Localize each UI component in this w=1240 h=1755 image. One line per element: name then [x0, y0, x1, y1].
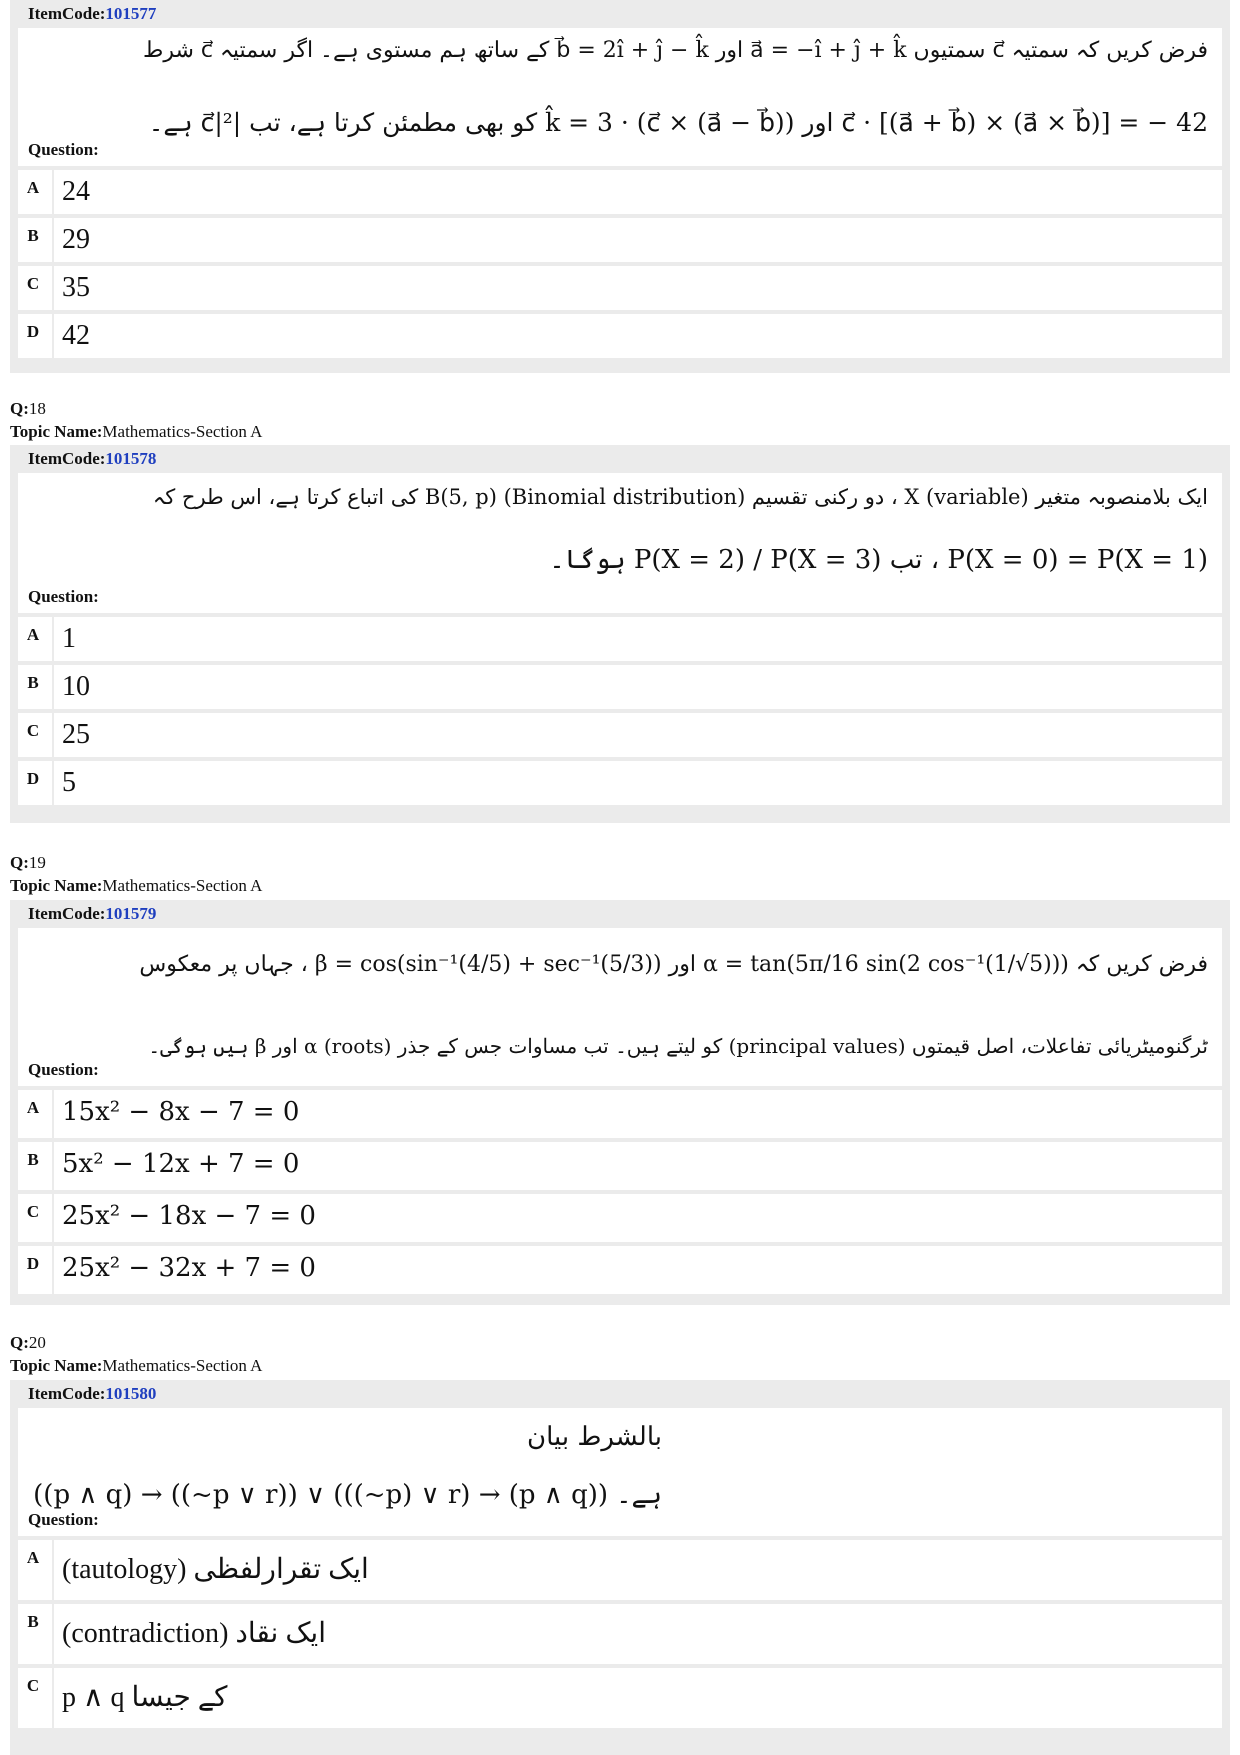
option-letter: C [26, 1202, 40, 1221]
question-stem-line-1: ایک بلامنصوبہ متغیر (variable) X ، دو رکنی تقسیم (Binomial distribution) B(5, p) کی اتباع کرتا ہے، اس طرح کہ [152, 485, 1208, 509]
divider [52, 1604, 54, 1664]
q-number: 18 [28, 399, 46, 418]
option-c[interactable] [18, 1668, 1222, 1728]
option-letter: D [26, 1254, 40, 1273]
question-label: Question: [28, 1060, 99, 1079]
divider [52, 1540, 54, 1600]
option-letter: A [26, 1098, 40, 1117]
question-stem-line-2: ٹرگنومیٹریائی تفاعلات، اصل قیمتوں (principal values) کو لیتے ہیں۔ تب مساوات جس کے جذر (roots) α اور β ہیں ہوگی۔ [148, 1034, 1208, 1058]
divider [52, 1246, 54, 1294]
option-b[interactable] [18, 1142, 1222, 1190]
divider [52, 170, 54, 214]
option-letter: B [27, 1150, 39, 1169]
option-text: 5x² − 12x + 7 = 0 [62, 1149, 300, 1179]
topic-label: Topic Name: [10, 422, 103, 441]
item-code-label: ItemCode: [28, 1384, 106, 1403]
item-code-label: ItemCode: [28, 449, 106, 468]
option-letter: A [26, 178, 40, 197]
option-text: ایک نقاد (contradiction) [62, 1618, 326, 1649]
q-label: Q: [10, 399, 29, 418]
divider [52, 665, 54, 709]
divider [52, 314, 54, 358]
option-letter: B [27, 226, 39, 245]
option-text: ایک تقرارلفظی (tautology) [62, 1554, 369, 1585]
item-code-value: 101578 [105, 449, 157, 468]
question-row [18, 28, 1222, 166]
option-text: 5 [62, 767, 76, 798]
item-code [18, 1380, 1222, 1408]
option-c[interactable] [18, 1194, 1222, 1242]
topic-name [10, 875, 262, 897]
question-row [18, 1408, 1222, 1536]
option-text: 10 [62, 671, 90, 702]
divider [52, 1142, 54, 1190]
item-code [18, 900, 1222, 928]
option-letter: A [26, 1548, 40, 1567]
option-letter: C [26, 274, 40, 293]
question-stem-line-1: بالشرط بیان [526, 1422, 662, 1452]
divider [52, 713, 54, 757]
item-code-value: 101577 [105, 4, 157, 23]
option-c[interactable] [18, 713, 1222, 757]
option-d[interactable] [18, 761, 1222, 805]
topic-name [10, 421, 262, 443]
divider [52, 617, 54, 661]
topic-label: Topic Name: [10, 1356, 103, 1375]
topic-value: Mathematics-Section A [102, 1356, 263, 1375]
item-code-label: ItemCode: [28, 904, 106, 923]
option-letter: A [26, 625, 40, 644]
question-number [10, 1332, 46, 1354]
option-text: p ∧ q کے جیسا [62, 1682, 228, 1713]
option-letter: B [27, 1612, 39, 1631]
option-letter: C [26, 721, 40, 740]
item-code [18, 445, 1222, 473]
question-stem-line-2: P(X = 0) = P(X = 1) ، تب P(X = 2) / P(X = 3) ہوگا۔ [549, 545, 1208, 575]
option-a[interactable] [18, 1090, 1222, 1138]
option-text: 42 [62, 320, 90, 351]
option-letter: D [26, 769, 40, 788]
item-code-value: 101580 [105, 1384, 157, 1403]
option-d[interactable] [18, 314, 1222, 358]
divider [52, 266, 54, 310]
question-stem-line-1: فرض کریں کہ سمتیہ c⃗ سمتیوں a⃗ = −î + ĵ + k̂ اور b⃗ = 2î + ĵ − k̂ کے ساتھ ہم مستوی ہے۔ اگر سمتیہ c⃗ شرط [143, 38, 1208, 63]
item-code [18, 0, 1222, 28]
topic-value: Mathematics-Section A [102, 422, 263, 441]
question-number [10, 398, 46, 420]
option-text: 15x² − 8x − 7 = 0 [62, 1097, 300, 1127]
option-b[interactable] [18, 1604, 1222, 1664]
question-stem-line-1: فرض کریں کہ α = tan(5π/16 sin(2 cos⁻¹(1/√5))) اور β = cos(sin⁻¹(4/5) + sec⁻¹(5/3)) ، جہاں پر معکوس [139, 952, 1208, 977]
divider [52, 1668, 54, 1728]
question-label: Question: [28, 587, 99, 606]
option-text: 25 [62, 719, 90, 750]
item-code-label: ItemCode: [28, 4, 106, 23]
question-row [18, 928, 1222, 1086]
option-a[interactable] [18, 170, 1222, 214]
option-c[interactable] [18, 266, 1222, 310]
question-card-20 [10, 1380, 1230, 1755]
option-text: 35 [62, 272, 90, 303]
divider [52, 761, 54, 805]
divider [52, 218, 54, 262]
question-card-18 [10, 445, 1230, 823]
item-code-value: 101579 [105, 904, 157, 923]
option-a[interactable] [18, 1540, 1222, 1600]
q-label: Q: [10, 1333, 29, 1352]
option-text: 29 [62, 224, 90, 255]
option-text: 25x² − 18x − 7 = 0 [62, 1201, 316, 1231]
question-label: Question: [28, 1510, 99, 1529]
question-card-17 [10, 0, 1230, 373]
divider [52, 1090, 54, 1138]
question-label: Question: [28, 140, 99, 159]
topic-label: Topic Name: [10, 876, 103, 895]
option-letter: C [26, 1676, 40, 1695]
topic-name [10, 1355, 262, 1377]
question-stem-line-2: c⃗ · [(a⃗ + b⃗) × (a⃗ × b⃗)] = − 42 اور (c⃗ × (a⃗ − b⃗)) · k̂ = 3 کو بھی مطمئن کرتا ہے، تب |c⃗|² ہے۔ [148, 108, 1208, 137]
option-text: 1 [62, 623, 76, 654]
option-text: 25x² − 32x + 7 = 0 [62, 1253, 316, 1283]
option-b[interactable] [18, 665, 1222, 709]
q-number: 20 [28, 1333, 46, 1352]
option-text: 24 [62, 176, 90, 207]
divider [52, 1194, 54, 1242]
question-card-19 [10, 900, 1230, 1305]
option-a[interactable] [18, 617, 1222, 661]
option-b[interactable] [18, 218, 1222, 262]
q-number: 19 [28, 853, 46, 872]
q-label: Q: [10, 853, 29, 872]
question-row [18, 473, 1222, 613]
option-letter: B [27, 673, 39, 692]
topic-value: Mathematics-Section A [102, 876, 263, 895]
option-d[interactable] [18, 1246, 1222, 1294]
option-letter: D [26, 322, 40, 341]
question-number [10, 852, 46, 874]
question-stem-line-2: ((p ∧ q) → ((~p ∨ r)) ∨ (((~p) ∨ r) → (p ∧ q)) ہے۔ [33, 1480, 662, 1510]
